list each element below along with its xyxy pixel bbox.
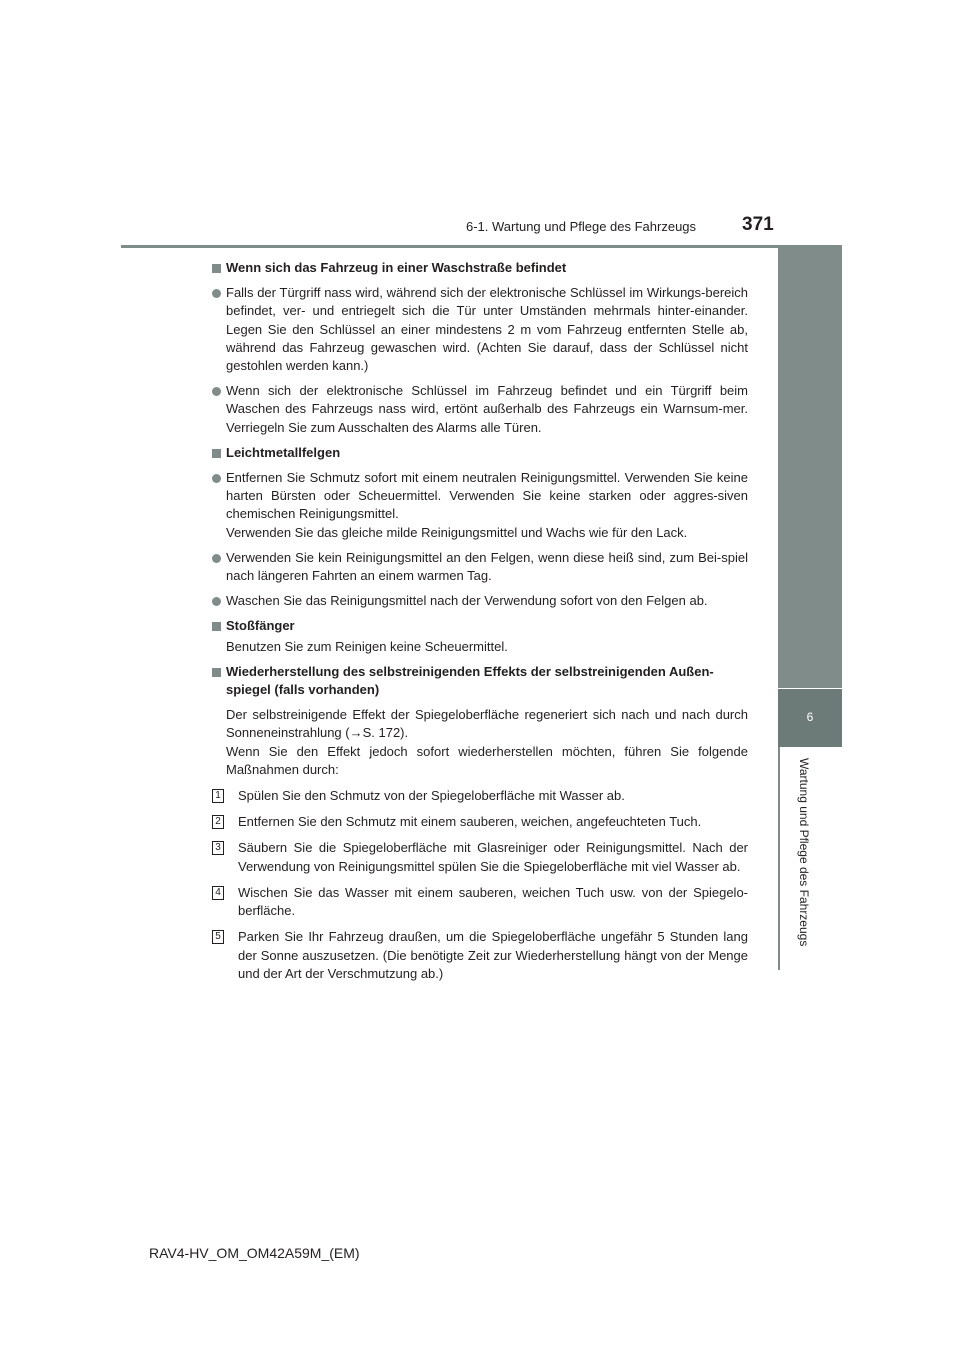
circle-bullet-icon [212, 289, 221, 298]
list-item [212, 549, 748, 585]
square-bullet-icon [212, 449, 221, 458]
square-bullet-icon [212, 622, 221, 631]
chapter-tab-number: 6 [806, 710, 814, 724]
list-item [212, 592, 748, 610]
step-text: Wischen Sie das Wasser mit einem sauberen, weichen Tuch usw. von der Spiegelo-berfläche. [238, 884, 748, 919]
heading-text: Wiederherstellung des selbstreinigenden Effekts der selbstreinigenden Außen-spiegel (falls vorhanden) [226, 663, 714, 698]
circle-bullet-icon [212, 554, 221, 563]
chapter-title: 6-1. Wartung und Pflege des Fahrzeugs [466, 219, 697, 234]
list-item [212, 469, 748, 542]
heading-text: Stoßfänger [226, 618, 295, 634]
list-item-text: Wenn sich der elektronische Schlüssel im Fahrzeug befindet und ein Türgriff beim Waschen des Fahrzeugs nass wird, ertönt außerhalb des Fahrzeugs ein Warnsum-mer. Verriegeln Sie zum Ausschalten des Alarms alle Türen. [226, 383, 748, 435]
section-heading-alloy-wheels [212, 444, 748, 462]
square-bullet-icon [212, 264, 221, 273]
side-bar-top [778, 245, 842, 688]
paragraph: Benutzen Sie zum Reinigen keine Scheuermittel. [226, 638, 508, 654]
list-item-text: Verwenden Sie kein Reinigungsmittel an den Felgen, wenn diese heiß sind, zum Bei-spiel nach längeren Fahrten an einem warmen Tag. [226, 549, 748, 584]
step-number: 2 [212, 815, 224, 829]
list-item [212, 284, 748, 375]
section-heading-bumper [212, 617, 748, 635]
circle-bullet-icon [212, 387, 221, 396]
step-item [212, 813, 748, 831]
list-item-text: Falls der Türgriff nass wird, während sich der elektronische Schlüssel im Wirkungs-bereich befindet, ver- und entriegelt sich die Tür unter Umständen mehrmals hinter-einander. Legen Sie den Schlüssel an einer mindestens 2 m vom Fahrzeug entfernten Stelle ab, während das Fahrzeug gewaschen wird. (Achten Sie darauf, dass der Schlüssel nicht gestohlen werden kann.) [226, 285, 748, 374]
section-heading-car-wash [212, 259, 748, 277]
chapter-tab [778, 689, 842, 747]
side-rule [778, 747, 780, 970]
document-code: RAV4-HV_OM_OM42A59M_(EM) [149, 1245, 360, 1261]
step-item [212, 787, 748, 805]
step-text: Säubern Sie die Spiegeloberfläche mit Glasreiniger oder Reinigungsmittel. Nach der Verwendung von Reinigungsmittel spülen Sie die Spiegeloberfläche mit viel Wasser ab. [238, 840, 748, 874]
step-number: 3 [212, 841, 224, 855]
step-text: Parken Sie Ihr Fahrzeug draußen, um die Spiegeloberfläche ungefähr 5 Stunden lang der Sonne auszusetzen. (Die benötigte Zeit zur Wiederherstellung hängt von der Menge und der Art der Verschmutzung ab.) [238, 929, 748, 981]
header-rule [121, 245, 842, 248]
paragraph-text: Der selbstreinigende Effekt der Spiegeloberfläche regeneriert sich nach und nach durch Sonneneinstrahlung (→S. 172). [226, 707, 748, 741]
step-number: 4 [212, 886, 224, 900]
heading-text: Leichtmetallfelgen [226, 444, 341, 460]
step-item [212, 928, 748, 983]
list-item-text: Verwenden Sie das gleiche milde Reinigungsmittel und Wachs wie für den Lack. [226, 524, 688, 540]
chapter-tab-label: Wartung und Pflege des Fahrzeugs [797, 758, 811, 947]
square-bullet-icon [212, 668, 221, 677]
step-number: 5 [212, 930, 224, 944]
list-item-text: Entfernen Sie Schmutz sofort mit einem neutralen Reinigungsmittel. Verwenden Sie keine harten Bürsten oder Scheuermittel. Verwenden Sie keine starken oder aggres-siven chemischen Reinigungsmittel. [226, 470, 748, 522]
step-text: Entfernen Sie den Schmutz mit einem sauberen, weichen, angefeuchteten Tuch. [238, 814, 702, 830]
heading-text: Wenn sich das Fahrzeug in einer Waschstraße befindet [226, 260, 567, 275]
list-item-text: Waschen Sie das Reinigungsmittel nach der Verwendung sofort von den Felgen ab. [226, 593, 708, 609]
page-content [212, 252, 748, 983]
list-item [212, 382, 748, 437]
circle-bullet-icon [212, 597, 221, 606]
section-heading-mirror [212, 663, 748, 699]
step-item [212, 839, 748, 875]
step-number: 1 [212, 789, 224, 803]
page-number: 371 [742, 214, 774, 235]
step-item [212, 884, 748, 920]
step-text: Spülen Sie den Schmutz von der Spiegeloberfläche mit Wasser ab. [238, 788, 625, 804]
circle-bullet-icon [212, 474, 221, 483]
paragraph-text: Wenn Sie den Effekt jedoch sofort wiederherstellen möchten, führen Sie folgende Maßnahmen durch: [226, 743, 748, 777]
paragraph [212, 706, 748, 779]
